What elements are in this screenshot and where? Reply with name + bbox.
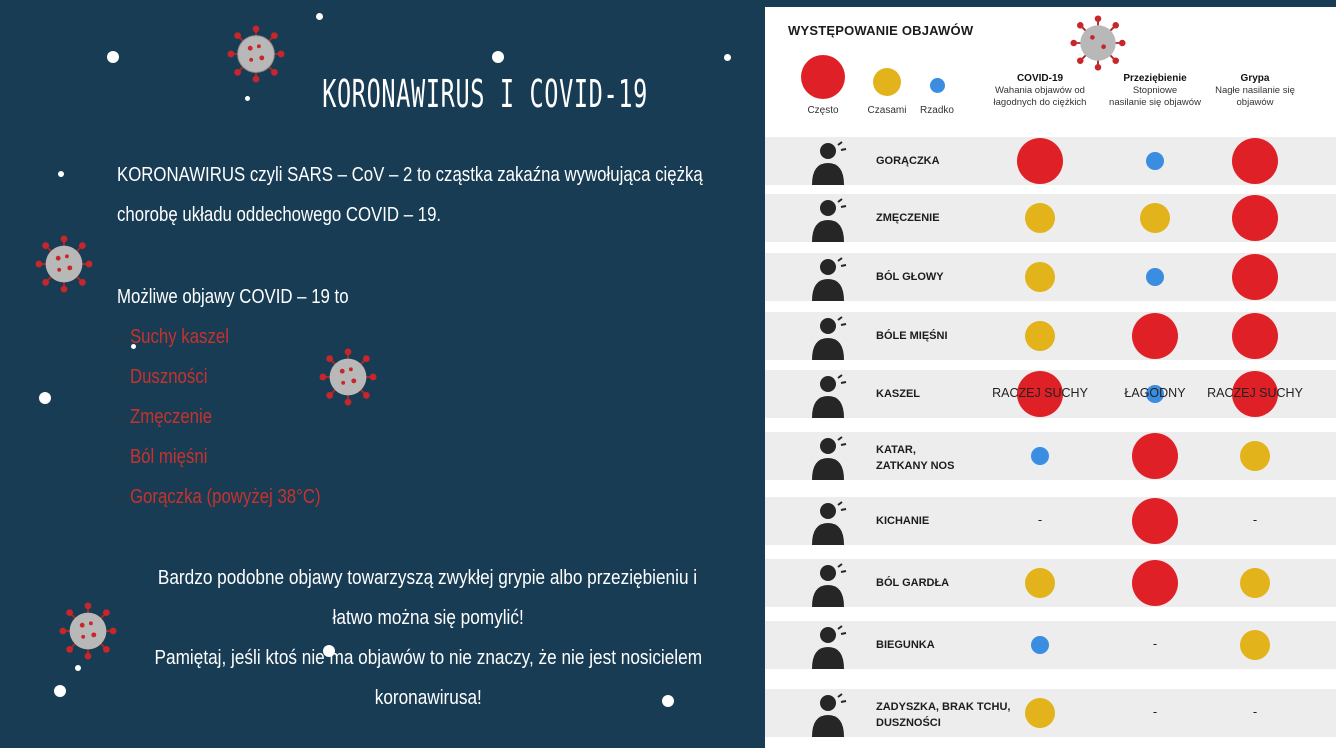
cell-note: RACZEJ SUCHY <box>992 386 1088 400</box>
decor-dot <box>724 54 731 61</box>
frequency-mark-sometimes <box>1240 630 1270 660</box>
cell-dash: - <box>1252 512 1258 527</box>
warning-line: łatwo można się pomylić! <box>332 607 524 629</box>
row-icon-wrap <box>808 255 852 308</box>
symptoms-comparison-chart <box>765 7 1336 748</box>
legend-label: Rzadko <box>920 105 954 116</box>
column-subtitle: Wahania objawów od <box>995 85 1085 96</box>
legend-swatch-rarely <box>930 78 945 93</box>
warning-line: koronawirusa! <box>374 687 482 709</box>
decor-dot <box>107 51 119 63</box>
decor-dot <box>54 685 66 697</box>
frequency-mark-sometimes <box>1240 441 1270 471</box>
legend-swatch-sometimes <box>873 68 901 96</box>
frequency-mark-often <box>1132 560 1178 606</box>
column-subtitle: łagodnych do ciężkich <box>993 97 1087 108</box>
frequency-mark-sometimes <box>1025 262 1055 292</box>
column-name: Grypa <box>1240 73 1270 84</box>
slide-title: KORONAWIRUS I COVID-19 <box>322 72 648 116</box>
frequency-mark-sometimes <box>1025 321 1055 351</box>
intro-line: KORONAWIRUS czyli SARS – CoV – 2 to cząstka zakaźna wywołująca ciężką <box>117 164 703 186</box>
cell-dash: - <box>1037 512 1043 527</box>
headache-person-icon <box>808 255 852 303</box>
breathless-person-icon <box>808 691 852 739</box>
cell-dash: - <box>1252 704 1258 719</box>
row-label-line: KATAR, <box>876 444 916 456</box>
row-icon-wrap <box>808 561 852 614</box>
column-name: COVID-19 <box>1016 73 1064 84</box>
list-item <box>117 357 321 397</box>
row-icon-wrap <box>808 499 852 552</box>
coronavirus-icon <box>35 235 93 293</box>
row-label-line: GORĄCZKA <box>876 155 940 167</box>
row-label-line: BÓL GŁOWY <box>876 271 944 283</box>
cell-dash: - <box>1152 636 1158 651</box>
coronavirus-icon <box>1070 15 1126 71</box>
column-header <box>980 73 1100 109</box>
symptom-row-label <box>876 269 944 285</box>
frequency-mark-sometimes <box>1140 203 1170 233</box>
symptom-row-label <box>876 328 948 344</box>
row-label-line: DUSZNOŚCI <box>876 717 941 729</box>
row-label-line: ZATKANY NOS <box>876 460 955 472</box>
list-item <box>117 397 321 437</box>
symptom-row-label <box>876 153 940 169</box>
legend-label: Często <box>807 105 839 116</box>
row-icon-wrap <box>808 139 852 192</box>
frequency-mark-often <box>1232 195 1278 241</box>
intro-line: chorobę układu oddechowego COVID – 19. <box>117 204 442 226</box>
row-label-line: KICHANIE <box>876 515 930 527</box>
column-name: Przeziębienie <box>1123 73 1187 84</box>
arrow-bullet-icon: ➢ <box>117 370 129 387</box>
symptom-row-label <box>876 210 940 226</box>
muscle-pain-person-icon <box>808 314 852 362</box>
row-icon-wrap <box>808 372 852 425</box>
column-subtitle: Nagłe nasilanie się <box>1215 85 1295 96</box>
row-label-line: BÓLE MIĘŚNI <box>876 330 948 342</box>
frequency-mark-often <box>1232 313 1278 359</box>
fever-person-icon <box>808 139 852 187</box>
runny-nose-person-icon <box>808 434 852 482</box>
symptom-row-label <box>876 386 920 402</box>
row-label-line: ZMĘCZENIE <box>876 212 940 224</box>
row-icon-wrap <box>808 314 852 367</box>
row-label-line: KASZEL <box>876 388 920 400</box>
sneeze-person-icon <box>808 499 852 547</box>
decor-dot <box>75 665 81 671</box>
frequency-mark-rarely <box>1031 636 1049 654</box>
symptom-label: Suchy kaszel <box>129 326 229 348</box>
column-subtitle: Stopniowe <box>1132 85 1178 96</box>
frequency-mark-rarely <box>1146 268 1164 286</box>
row-label-line: BIEGUNKA <box>876 639 935 651</box>
list-item <box>117 477 321 517</box>
legend-label: Czasami <box>867 105 907 116</box>
frequency-mark-often <box>1232 254 1278 300</box>
warning-line: Bardzo podobne objawy towarzyszą zwykłej grypie albo przeziębieniu i <box>158 567 698 589</box>
warning-line: Pamiętaj, jeśli ktoś nie ma objawów to nie znaczy, że nie jest nosicielem <box>154 647 703 669</box>
intro-text <box>117 155 739 235</box>
cough-person-icon <box>808 372 852 420</box>
cell-note: RACZEJ SUCHY <box>1207 386 1303 400</box>
warning-text <box>110 558 746 718</box>
frequency-mark-rarely <box>1146 152 1164 170</box>
decor-dot <box>39 392 51 404</box>
symptom-row-label <box>876 575 949 591</box>
symptom-label: Ból mięśni <box>129 446 208 468</box>
symptom-row-label <box>876 637 935 653</box>
column-header <box>1195 73 1315 109</box>
frequency-mark-often <box>1132 498 1178 544</box>
frequency-mark-sometimes <box>1025 203 1055 233</box>
frequency-mark-sometimes <box>1025 568 1055 598</box>
symptom-label: Zmęczenie <box>129 406 213 428</box>
symptom-row-label <box>876 699 1010 731</box>
diarrhea-person-icon <box>808 623 852 671</box>
column-subtitle: objawów <box>1236 97 1274 108</box>
frequency-mark-often <box>1232 138 1278 184</box>
coronavirus-icon <box>59 602 117 660</box>
row-label-line: ZADYSZKA, BRAK TCHU, <box>876 701 1011 713</box>
sore-throat-person-icon <box>808 561 852 609</box>
frequency-mark-often <box>1132 313 1178 359</box>
tired-person-icon <box>808 196 852 244</box>
legend-swatch-often <box>801 55 845 99</box>
symptoms-list <box>117 317 359 517</box>
decor-dot <box>245 96 250 101</box>
cell-dash: - <box>1152 704 1158 719</box>
coronavirus-icon <box>227 25 285 83</box>
row-icon-wrap <box>808 623 852 676</box>
frequency-mark-sometimes <box>1025 698 1055 728</box>
column-subtitle: nasilanie się objawów <box>1109 97 1201 108</box>
symptom-label: Duszności <box>129 366 208 388</box>
row-icon-wrap <box>808 691 852 744</box>
symptom-row-label <box>876 513 929 529</box>
arrow-bullet-icon: ➢ <box>117 410 129 427</box>
symptom-label: Gorączka (powyżej 38°C) <box>129 486 321 508</box>
symptom-row-label <box>876 442 954 474</box>
list-item <box>117 317 321 357</box>
frequency-mark-often <box>1132 433 1178 479</box>
decor-dot <box>492 51 504 63</box>
row-icon-wrap <box>808 196 852 249</box>
chart-title: WYSTĘPOWANIE OBJAWÓW <box>788 23 974 38</box>
row-label-line: BÓL GARDŁA <box>876 577 950 589</box>
arrow-bullet-icon: ➢ <box>117 450 129 467</box>
cell-note: ŁAGODNY <box>1124 386 1186 400</box>
row-icon-wrap <box>808 434 852 487</box>
decor-dot <box>316 13 323 20</box>
arrow-bullet-icon: ➢ <box>117 330 129 347</box>
frequency-mark-often <box>1017 138 1063 184</box>
list-item <box>117 437 321 477</box>
frequency-mark-rarely <box>1031 447 1049 465</box>
decor-dot <box>58 171 64 177</box>
symptoms-lead: Możliwe objawy COVID – 19 to <box>117 286 349 308</box>
arrow-bullet-icon: ➢ <box>117 490 129 507</box>
frequency-mark-sometimes <box>1240 568 1270 598</box>
